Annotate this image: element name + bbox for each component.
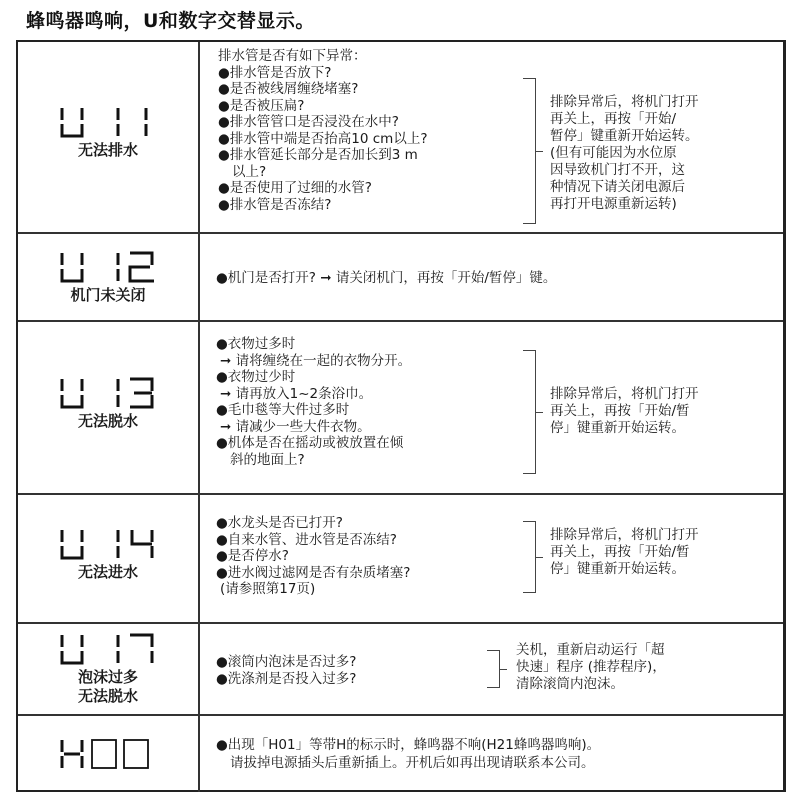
segment-display-u14 [58,527,158,561]
remedy-line: 再关上，再按「开始/暂 [550,544,690,560]
desc-cell [200,42,783,232]
remedy-line: 种情况下请关闭电源后 [550,179,685,195]
check-item: ●是否被压扁? [218,97,305,114]
check-item: ●出现「H01」等带H的标示时，蜂鸣器不响(H21蜂鸣器鸣响)。 [216,737,601,753]
table-row-h [18,716,783,792]
check-item: ●毛巾毯等大件过多时 [216,402,350,418]
check-list [216,270,556,287]
check-list [216,654,356,687]
desc-cell [200,234,783,320]
check-item-cont: 以上? [232,163,267,180]
check-item: ●机门是否打开? ➞ 请关闭机门，再按「开始/暂停」键。 [216,270,557,286]
desc-cell [200,716,783,792]
code-label: 无法进水 [77,563,138,581]
check-item: ●滚筒内泡沫是否过多? [216,654,357,670]
remedy-line: (但有可能因为水位原 [550,145,677,161]
check-item: ●是否停水? [216,548,289,564]
desc-cell [200,495,783,622]
segment-digits-icon [58,377,158,409]
remedy-text [550,527,699,578]
check-list [218,48,428,213]
check-item: ●排水管管口是否浸没在水中? [218,114,399,130]
check-list [216,736,600,772]
check-item-cont: 斜的地面上? [230,451,305,468]
check-arrow-item: ➞ 请将缠绕在一起的衣物分开。 [220,352,412,369]
segment-digits-icon [58,738,158,770]
check-note: (请参照第17页) [220,581,316,597]
code-label: 无法脱水 [77,412,138,430]
segment-display-u12 [58,250,158,284]
remedy-text [550,94,699,213]
table-row-u14 [18,495,783,624]
code-cell [18,42,200,232]
segment-display-u11 [58,105,158,139]
check-heading: 排水管是否有如下异常： [218,48,367,64]
check-item: ●水龙头是否已打开? [216,515,343,531]
remedy-line: 停」键重新开始运转。 [550,561,685,577]
code-cell [18,716,200,792]
check-item: ●洗涤剂是否投入过多? [216,670,357,687]
check-item: ●排水管中端是否抬高10 cm以上? [218,130,428,147]
segment-display-u13 [58,376,158,410]
page-title: 蜂鸣器鸣响，U和数字交替显示。 [26,10,315,32]
check-item: ●排水管延长部分是否加长到3 m [218,147,418,163]
remedy-line: 暂停」键重新开始运转。 [550,128,699,144]
code-label-line: 无法脱水 [77,687,138,705]
code-label: 无法排水 [77,140,138,159]
check-item: ●衣物过少时 [216,369,296,385]
check-arrow-item: ➞ 请减少一些大件衣物。 [220,418,371,435]
bracket-icon [523,350,536,474]
check-list [216,515,410,598]
table-row-u17 [18,624,783,716]
segment-display-h [58,737,158,771]
check-list [216,336,411,468]
desc-cell [200,322,783,493]
code-label-line: 泡沫过多 [77,668,138,686]
check-item: ●是否被线屑缠绕堵塞? [218,81,359,97]
remedy-line: 再关上，再按「开始/ [550,111,677,127]
remedy-line: 排除异常后，将机门打开 [550,527,699,543]
check-item: ●衣物过多时 [216,336,296,352]
code-cell [18,322,200,493]
remedy-line: 再打开电源重新运转) [550,196,677,212]
remedy-line: 排除异常后，将机门打开 [550,94,699,110]
segment-display-u17 [58,632,158,666]
remedy-line: 停」键重新开始运转。 [550,420,685,436]
check-item: ●排水管是否冻结? [218,196,332,213]
code-cell [18,495,200,622]
code-cell [18,234,200,320]
segment-digits-icon [58,633,158,665]
table-row-u12 [18,234,783,322]
check-item: ●进水阀过滤网是否有杂质堵塞? [216,564,411,581]
check-arrow-item: ➞ 请再放入1~2条浴巾。 [220,385,373,402]
segment-digits-icon [58,251,158,283]
remedy-line: 因导致机门打不开，这 [550,162,685,178]
check-item: ●自来水管、进水管是否冻结? [216,531,397,548]
error-code-table [16,40,786,792]
code-cell [18,624,200,714]
remedy-line: 快速」程序 (推荐程序)， [516,659,666,675]
remedy-line: 排除异常后，将机门打开 [550,386,699,402]
bracket-icon [487,650,500,688]
segment-digits-icon [58,106,158,138]
desc-cell [200,624,783,714]
remedy-text [550,386,699,437]
bracket-icon [523,78,536,224]
code-label [78,668,138,706]
remedy-line: 清除滚筒内泡沫。 [516,676,624,692]
table-row-u11 [18,42,783,234]
check-item-cont: 请拔掉电源插头后重新插上。开机后如再出现请联系本公司。 [230,755,595,771]
remedy-text [516,642,666,693]
code-label: 机门未关闭 [70,285,146,304]
check-item: ●是否使用了过细的水管? [218,180,372,196]
bracket-icon [523,521,536,593]
segment-digits-icon [58,528,158,560]
table-row-u13 [18,322,783,495]
remedy-line: 关机，重新启动运行「超 [516,642,665,658]
check-item: ●机体是否在摇动或被放置在倾 [216,435,404,451]
check-item: ●排水管是否放下? [218,64,332,81]
remedy-line: 再关上，再按「开始/暂 [550,403,690,419]
